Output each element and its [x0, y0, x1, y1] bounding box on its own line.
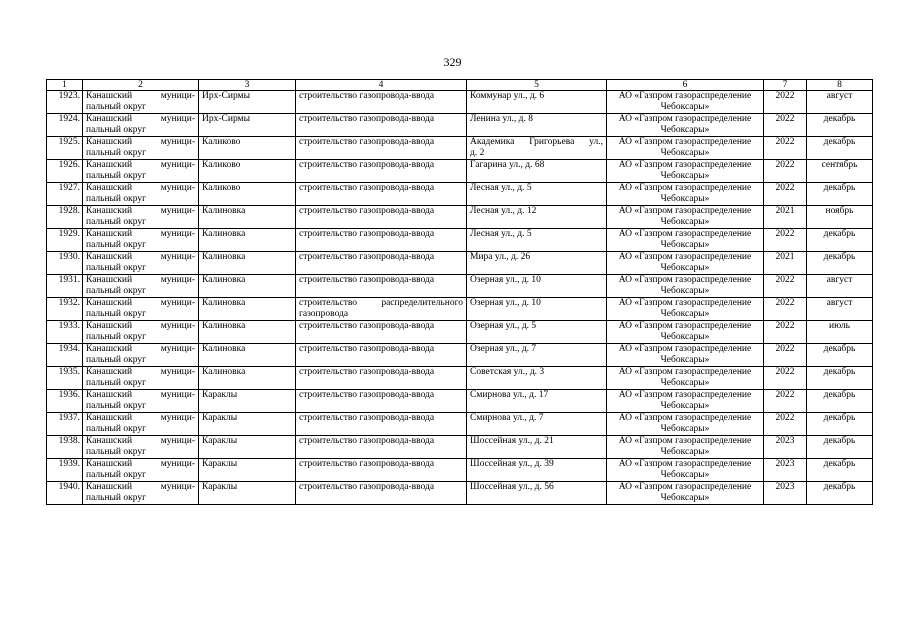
- organization-line-1: АО «Газпром газораспределение: [618, 390, 752, 400]
- address-line-1: Ленина ул., д. 8: [470, 114, 533, 124]
- address-line-1: Шоссейная ул., д. 56: [470, 482, 554, 492]
- organization-line-2: Чебоксары»: [660, 170, 710, 181]
- table-row: [47, 137, 873, 160]
- organization-line-1: АО «Газпром газораспределение: [618, 206, 752, 216]
- row-number-cell: 1939.: [47, 459, 83, 482]
- organization-line-2: Чебоксары»: [660, 124, 710, 135]
- month-cell: декабрь: [807, 413, 873, 436]
- month-cell: декабрь: [807, 390, 873, 413]
- year-cell: 2022: [764, 367, 807, 390]
- organization-line-2: Чебоксары»: [660, 285, 710, 296]
- month-cell: август: [807, 275, 873, 298]
- district-line-2: пальный округ: [86, 446, 147, 457]
- district-cell: [83, 229, 199, 252]
- organization-cell: [607, 137, 764, 160]
- organization-cell: [607, 183, 764, 206]
- settlement-cell: Каликово: [199, 160, 296, 183]
- work-type-line-1: строительство газопровода-ввода: [299, 390, 435, 400]
- settlement-cell: Караклы: [199, 413, 296, 436]
- organization-line-2: Чебоксары»: [660, 239, 710, 250]
- year-cell: 2022: [764, 298, 807, 321]
- organization-cell: [607, 206, 764, 229]
- organization-line-1: АО «Газпром газораспределение: [618, 413, 752, 423]
- month-cell: сентябрь: [807, 160, 873, 183]
- work-type-cell: [296, 367, 467, 390]
- address-cell: [467, 275, 607, 298]
- address-cell: [467, 229, 607, 252]
- work-type-line-1: строительство газопровода-ввода: [299, 183, 435, 193]
- address-cell: [467, 206, 607, 229]
- organization-line-1: АО «Газпром газораспределение: [618, 137, 752, 147]
- district-cell: [83, 275, 199, 298]
- work-type-line-1: строительство газопровода-ввода: [299, 367, 435, 377]
- address-cell: [467, 183, 607, 206]
- organization-line-1: АО «Газпром газораспределение: [618, 344, 752, 354]
- district-line-2: пальный округ: [86, 124, 147, 135]
- work-type-line-2: газопровода: [299, 308, 349, 319]
- address-cell: [467, 482, 607, 505]
- organization-cell: [607, 390, 764, 413]
- row-number-cell: 1931.: [47, 275, 83, 298]
- address-line-1: Гагарина ул., д. 68: [470, 160, 545, 170]
- work-type-line-1: строительство распределительного: [299, 298, 463, 308]
- table-row: [47, 344, 873, 367]
- work-type-cell: [296, 206, 467, 229]
- district-line-2: пальный округ: [86, 331, 147, 342]
- settlement-cell: Калиновка: [199, 298, 296, 321]
- month-cell: август: [807, 298, 873, 321]
- work-type-line-1: строительство газопровода-ввода: [299, 91, 435, 101]
- district-line-1: Канашский муници-: [86, 390, 195, 400]
- year-cell: 2021: [764, 206, 807, 229]
- organization-line-1: АО «Газпром газораспределение: [618, 229, 752, 239]
- column-header: 7: [764, 80, 807, 91]
- column-header: 4: [296, 80, 467, 91]
- settlement-cell: Караклы: [199, 436, 296, 459]
- table-row: [47, 160, 873, 183]
- district-cell: [83, 160, 199, 183]
- address-line-1: Озерная ул., д. 5: [470, 321, 537, 331]
- organization-line-1: АО «Газпром газораспределение: [618, 459, 752, 469]
- row-number-cell: 1935.: [47, 367, 83, 390]
- row-number-cell: 1934.: [47, 344, 83, 367]
- district-cell: [83, 91, 199, 114]
- settlement-cell: Караклы: [199, 390, 296, 413]
- gasification-table: [46, 79, 873, 505]
- organization-line-1: АО «Газпром газораспределение: [618, 114, 752, 124]
- district-line-1: Канашский муници-: [86, 206, 195, 216]
- organization-line-2: Чебоксары»: [660, 469, 710, 480]
- district-cell: [83, 436, 199, 459]
- settlement-cell: Караклы: [199, 482, 296, 505]
- district-line-2: пальный округ: [86, 170, 147, 181]
- address-line-1: Озерная ул., д. 10: [470, 298, 541, 308]
- district-line-2: пальный округ: [86, 377, 147, 388]
- settlement-cell: Калиновка: [199, 206, 296, 229]
- district-line-1: Канашский муници-: [86, 344, 195, 354]
- table-row: [47, 390, 873, 413]
- year-cell: 2023: [764, 436, 807, 459]
- district-line-2: пальный округ: [86, 147, 147, 158]
- row-number-cell: 1938.: [47, 436, 83, 459]
- district-line-2: пальный округ: [86, 101, 147, 112]
- organization-cell: [607, 252, 764, 275]
- district-line-2: пальный округ: [86, 400, 147, 411]
- table-row: [47, 321, 873, 344]
- address-line-1: Шоссейная ул., д. 39: [470, 459, 554, 469]
- district-cell: [83, 413, 199, 436]
- district-cell: [83, 344, 199, 367]
- year-cell: 2023: [764, 459, 807, 482]
- district-line-2: пальный округ: [86, 193, 147, 204]
- row-number-cell: 1933.: [47, 321, 83, 344]
- work-type-line-1: строительство газопровода-ввода: [299, 114, 435, 124]
- column-header: 2: [83, 80, 199, 91]
- table-row: [47, 413, 873, 436]
- work-type-cell: [296, 229, 467, 252]
- organization-line-2: Чебоксары»: [660, 308, 710, 319]
- organization-line-2: Чебоксары»: [660, 492, 710, 503]
- district-line-1: Канашский муници-: [86, 160, 195, 170]
- organization-line-2: Чебоксары»: [660, 423, 710, 434]
- district-line-1: Канашский муници-: [86, 229, 195, 239]
- organization-line-2: Чебоксары»: [660, 147, 710, 158]
- organization-line-2: Чебоксары»: [660, 262, 710, 273]
- row-number-cell: 1923.: [47, 91, 83, 114]
- settlement-cell: Ирх-Сирмы: [199, 114, 296, 137]
- row-number-cell: 1924.: [47, 114, 83, 137]
- organization-cell: [607, 160, 764, 183]
- organization-cell: [607, 91, 764, 114]
- district-line-2: пальный округ: [86, 239, 147, 250]
- address-line-1: Коммунар ул., д. 6: [470, 91, 545, 101]
- row-number-cell: 1932.: [47, 298, 83, 321]
- settlement-cell: Калиновка: [199, 321, 296, 344]
- district-cell: [83, 114, 199, 137]
- work-type-line-1: строительство газопровода-ввода: [299, 321, 435, 331]
- work-type-cell: [296, 160, 467, 183]
- organization-line-2: Чебоксары»: [660, 400, 710, 411]
- work-type-cell: [296, 390, 467, 413]
- district-line-1: Канашский муници-: [86, 183, 195, 193]
- address-cell: [467, 91, 607, 114]
- address-line-1: Академика Григорьева ул.,: [470, 137, 603, 147]
- month-cell: декабрь: [807, 482, 873, 505]
- work-type-line-1: строительство газопровода-ввода: [299, 482, 435, 492]
- district-line-1: Канашский муници-: [86, 91, 195, 101]
- address-line-1: Лесная ул., д. 5: [470, 183, 532, 193]
- address-line-1: Лесная ул., д. 5: [470, 229, 532, 239]
- address-line-1: Смирнова ул., д. 17: [470, 390, 549, 400]
- organization-line-1: АО «Газпром газораспределение: [618, 321, 752, 331]
- organization-line-1: АО «Газпром газораспределение: [618, 367, 752, 377]
- district-line-2: пальный округ: [86, 492, 147, 503]
- address-cell: [467, 436, 607, 459]
- address-line-1: Мира ул., д. 26: [470, 252, 531, 262]
- organization-line-1: АО «Газпром газораспределение: [618, 183, 752, 193]
- work-type-cell: [296, 321, 467, 344]
- month-cell: декабрь: [807, 367, 873, 390]
- organization-cell: [607, 459, 764, 482]
- district-line-2: пальный округ: [86, 423, 147, 434]
- settlement-cell: Калиновка: [199, 367, 296, 390]
- district-line-2: пальный округ: [86, 216, 147, 227]
- work-type-cell: [296, 436, 467, 459]
- table-row: [47, 436, 873, 459]
- work-type-cell: [296, 298, 467, 321]
- address-line-1: Озерная ул., д. 10: [470, 275, 541, 285]
- settlement-cell: Ирх-Сирмы: [199, 91, 296, 114]
- year-cell: 2022: [764, 91, 807, 114]
- organization-line-1: АО «Газпром газораспределение: [618, 275, 752, 285]
- month-cell: декабрь: [807, 229, 873, 252]
- row-number-cell: 1927.: [47, 183, 83, 206]
- work-type-cell: [296, 137, 467, 160]
- settlement-cell: Караклы: [199, 459, 296, 482]
- organization-cell: [607, 436, 764, 459]
- settlement-cell: Каликово: [199, 137, 296, 160]
- district-line-2: пальный округ: [86, 469, 147, 480]
- work-type-line-1: строительство газопровода-ввода: [299, 436, 435, 446]
- address-line-1: Лесная ул., д. 12: [470, 206, 537, 216]
- column-header: 5: [467, 80, 607, 91]
- district-cell: [83, 183, 199, 206]
- organization-cell: [607, 413, 764, 436]
- organization-line-2: Чебоксары»: [660, 193, 710, 204]
- district-line-1: Канашский муници-: [86, 275, 195, 285]
- work-type-cell: [296, 459, 467, 482]
- organization-line-1: АО «Газпром газораспределение: [618, 298, 752, 308]
- address-line-1: Озерная ул., д. 7: [470, 344, 537, 354]
- district-cell: [83, 252, 199, 275]
- year-cell: 2021: [764, 252, 807, 275]
- column-header: 6: [607, 80, 764, 91]
- table-body: [47, 80, 873, 505]
- work-type-cell: [296, 413, 467, 436]
- table-row: [47, 114, 873, 137]
- work-type-cell: [296, 275, 467, 298]
- table-row: [47, 183, 873, 206]
- district-line-1: Канашский муници-: [86, 298, 195, 308]
- district-line-2: пальный округ: [86, 285, 147, 296]
- district-cell: [83, 459, 199, 482]
- address-line-1: Советская ул., д. 3: [470, 367, 545, 377]
- district-line-1: Канашский муници-: [86, 367, 195, 377]
- month-cell: декабрь: [807, 459, 873, 482]
- month-cell: декабрь: [807, 114, 873, 137]
- table-row: [47, 229, 873, 252]
- row-number-cell: 1937.: [47, 413, 83, 436]
- organization-cell: [607, 344, 764, 367]
- organization-line-1: АО «Газпром газораспределение: [618, 252, 752, 262]
- district-cell: [83, 137, 199, 160]
- organization-line-2: Чебоксары»: [660, 101, 710, 112]
- work-type-line-1: строительство газопровода-ввода: [299, 275, 435, 285]
- organization-line-1: АО «Газпром газораспределение: [618, 436, 752, 446]
- organization-line-2: Чебоксары»: [660, 216, 710, 227]
- settlement-cell: Калиновка: [199, 275, 296, 298]
- organization-cell: [607, 482, 764, 505]
- district-line-1: Канашский муници-: [86, 114, 195, 124]
- work-type-cell: [296, 344, 467, 367]
- address-cell: [467, 344, 607, 367]
- organization-line-2: Чебоксары»: [660, 446, 710, 457]
- address-cell: [467, 321, 607, 344]
- address-cell: [467, 459, 607, 482]
- district-line-2: пальный округ: [86, 308, 147, 319]
- address-cell: [467, 160, 607, 183]
- work-type-cell: [296, 252, 467, 275]
- year-cell: 2022: [764, 114, 807, 137]
- address-line-1: Шоссейная ул., д. 21: [470, 436, 554, 446]
- district-cell: [83, 298, 199, 321]
- month-cell: ноябрь: [807, 206, 873, 229]
- organization-line-2: Чебоксары»: [660, 331, 710, 342]
- district-line-2: пальный округ: [86, 262, 147, 273]
- page-number: 329: [443, 55, 462, 69]
- year-cell: 2022: [764, 137, 807, 160]
- table-row: [47, 459, 873, 482]
- district-cell: [83, 482, 199, 505]
- address-line-1: Смирнова ул., д. 7: [470, 413, 544, 423]
- district-line-1: Канашский муници-: [86, 137, 195, 147]
- address-cell: [467, 114, 607, 137]
- district-cell: [83, 206, 199, 229]
- organization-cell: [607, 275, 764, 298]
- table-row: [47, 367, 873, 390]
- work-type-cell: [296, 91, 467, 114]
- address-line-2: д. 2: [470, 147, 485, 158]
- district-line-1: Канашский муници-: [86, 436, 195, 446]
- district-line-1: Канашский муници-: [86, 413, 195, 423]
- district-line-1: Канашский муници-: [86, 252, 195, 262]
- table-row: [47, 91, 873, 114]
- row-number-cell: 1929.: [47, 229, 83, 252]
- table-row: [47, 252, 873, 275]
- district-cell: [83, 390, 199, 413]
- settlement-cell: Каликово: [199, 183, 296, 206]
- organization-line-1: АО «Газпром газораспределение: [618, 91, 752, 101]
- row-number-cell: 1940.: [47, 482, 83, 505]
- row-number-cell: 1930.: [47, 252, 83, 275]
- work-type-line-1: строительство газопровода-ввода: [299, 206, 435, 216]
- column-header: 3: [199, 80, 296, 91]
- address-cell: [467, 137, 607, 160]
- work-type-line-1: строительство газопровода-ввода: [299, 160, 435, 170]
- month-cell: июль: [807, 321, 873, 344]
- year-cell: 2022: [764, 413, 807, 436]
- month-cell: декабрь: [807, 137, 873, 160]
- row-number-cell: 1928.: [47, 206, 83, 229]
- organization-cell: [607, 321, 764, 344]
- work-type-line-1: строительство газопровода-ввода: [299, 344, 435, 354]
- organization-cell: [607, 114, 764, 137]
- settlement-cell: Калиновка: [199, 344, 296, 367]
- month-cell: декабрь: [807, 252, 873, 275]
- organization-cell: [607, 298, 764, 321]
- table-row: [47, 298, 873, 321]
- organization-cell: [607, 367, 764, 390]
- column-header: 1: [47, 80, 83, 91]
- year-cell: 2022: [764, 229, 807, 252]
- month-cell: декабрь: [807, 344, 873, 367]
- month-cell: декабрь: [807, 436, 873, 459]
- address-cell: [467, 413, 607, 436]
- row-number-cell: 1936.: [47, 390, 83, 413]
- work-type-cell: [296, 482, 467, 505]
- organization-line-2: Чебоксары»: [660, 354, 710, 365]
- settlement-cell: Калиновка: [199, 252, 296, 275]
- district-cell: [83, 321, 199, 344]
- district-line-1: Канашский муници-: [86, 482, 195, 492]
- table-row: [47, 482, 873, 505]
- organization-line-1: АО «Газпром газораспределение: [618, 160, 752, 170]
- address-cell: [467, 390, 607, 413]
- year-cell: 2022: [764, 390, 807, 413]
- work-type-line-1: строительство газопровода-ввода: [299, 137, 435, 147]
- work-type-line-1: строительство газопровода-ввода: [299, 252, 435, 262]
- district-cell: [83, 367, 199, 390]
- column-header: 8: [807, 80, 873, 91]
- year-cell: 2022: [764, 160, 807, 183]
- year-cell: 2022: [764, 183, 807, 206]
- district-line-1: Канашский муници-: [86, 321, 195, 331]
- organization-line-2: Чебоксары»: [660, 377, 710, 388]
- year-cell: 2022: [764, 344, 807, 367]
- address-cell: [467, 252, 607, 275]
- district-line-2: пальный округ: [86, 354, 147, 365]
- work-type-line-1: строительство газопровода-ввода: [299, 459, 435, 469]
- year-cell: 2022: [764, 275, 807, 298]
- address-cell: [467, 367, 607, 390]
- address-cell: [467, 298, 607, 321]
- month-cell: август: [807, 91, 873, 114]
- work-type-cell: [296, 114, 467, 137]
- column-number-row: [47, 80, 873, 91]
- organization-line-1: АО «Газпром газораспределение: [618, 482, 752, 492]
- work-type-line-1: строительство газопровода-ввода: [299, 413, 435, 423]
- month-cell: декабрь: [807, 183, 873, 206]
- work-type-line-1: строительство газопровода-ввода: [299, 229, 435, 239]
- district-line-1: Канашский муници-: [86, 459, 195, 469]
- organization-cell: [607, 229, 764, 252]
- table-row: [47, 275, 873, 298]
- row-number-cell: 1926.: [47, 160, 83, 183]
- year-cell: 2022: [764, 321, 807, 344]
- settlement-cell: Калиновка: [199, 229, 296, 252]
- work-type-cell: [296, 183, 467, 206]
- table-row: [47, 206, 873, 229]
- row-number-cell: 1925.: [47, 137, 83, 160]
- year-cell: 2023: [764, 482, 807, 505]
